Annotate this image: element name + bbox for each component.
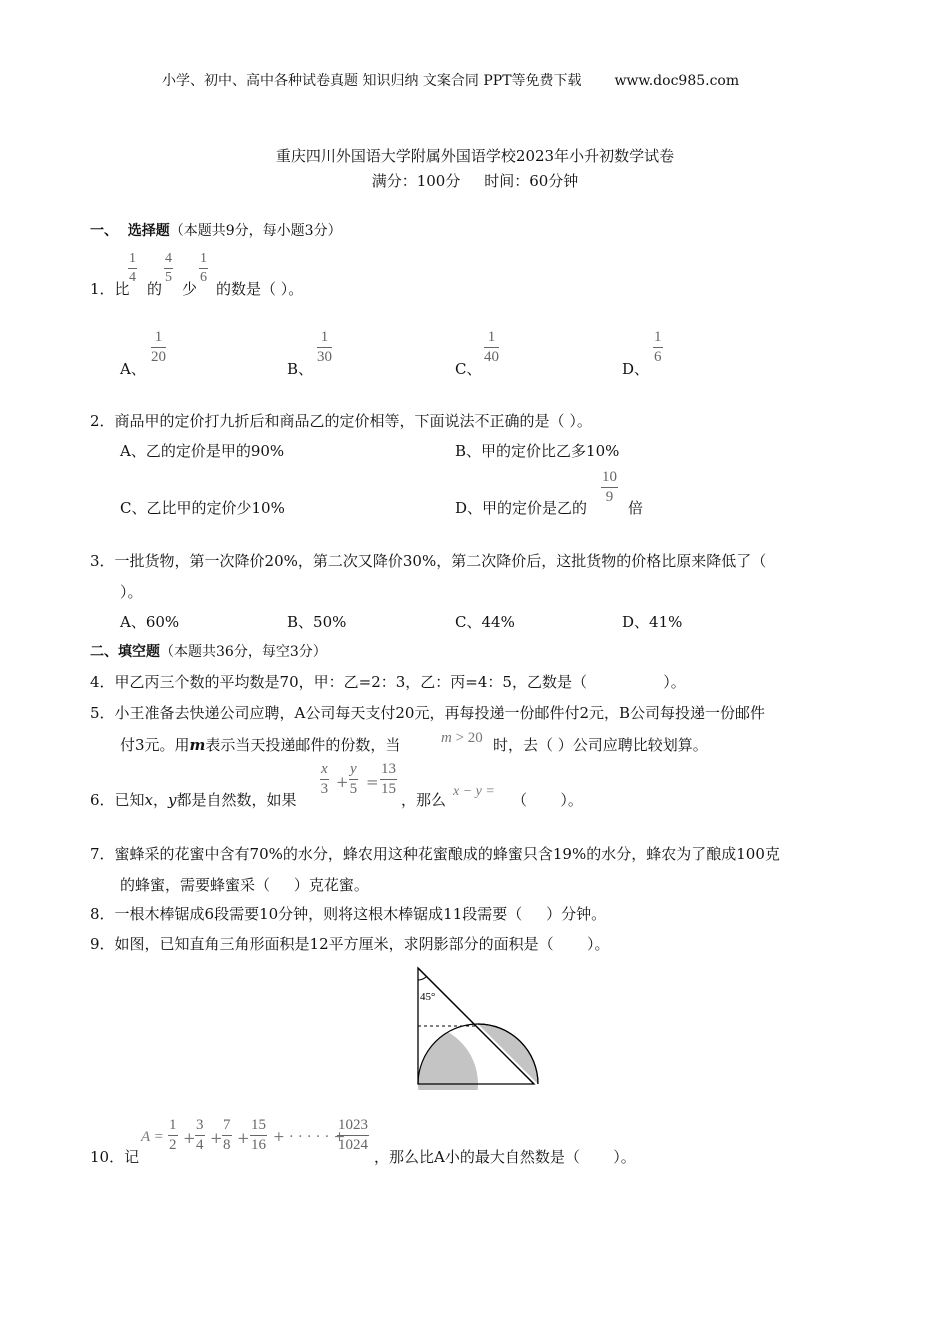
q9-angle-label: 45°	[420, 991, 436, 1003]
q10-lhs: A =	[141, 1129, 164, 1145]
q10-plus-3: +	[237, 1129, 250, 1147]
q10-term-3: $\frac{7}{8}$	[223, 1117, 231, 1153]
q6-plus: +	[336, 773, 349, 791]
q9-figure	[410, 964, 542, 1090]
q1-option-b-frac: $\frac{1}{30}$	[317, 329, 332, 365]
q2-option-d-frac: $\frac{10}{9}$	[602, 469, 617, 505]
q6-frac-x: $\frac{x}{3}$	[320, 761, 329, 797]
q10-term-4: $\frac{15}{16}$	[251, 1117, 266, 1153]
site-header-url[interactable]: www.doc985.com	[614, 73, 740, 89]
q2-option-a: A、乙的定价是甲的90%	[120, 442, 285, 460]
q6-frac-result: $\frac{13}{15}$	[381, 761, 396, 797]
question-4: 4．甲乙丙三个数的平均数是70，甲：乙=2：3，乙：丙=4：5，乙数是（ ）。	[90, 673, 686, 691]
q3-option-a: A、60%	[120, 613, 180, 631]
q6-expression: x − y =	[453, 784, 495, 799]
q1-option-b-label: B、	[287, 360, 314, 378]
section-2-heading	[90, 641, 327, 661]
exam-meta: 满分：100分 时间：60分钟	[371, 172, 579, 190]
q1-option-a-frac: $\frac{1}{20}$	[151, 329, 166, 365]
q5-line-2: 付3元。用m表示当天投递邮件的份数，当	[120, 736, 401, 754]
q1-frac-2: $\frac{4}{5}$	[165, 251, 172, 285]
q10-term-2: $\frac{3}{4}$	[196, 1117, 204, 1153]
q7-line-1: 7．蜜蜂采的花蜜中含有70%的水分，蜂农用这种花蜜酿成的蜂蜜只含19%的水分，蜂农为了酿成100克	[90, 845, 780, 863]
question-8: 8．一根木棒锯成6段需要10分钟，则将这根木棒锯成11段需要（ ）分钟。	[90, 905, 607, 923]
page-title: 重庆四川外国语大学附属外国语学校2023年小升初数学试卷	[275, 147, 675, 165]
site-header	[162, 70, 739, 90]
q1-text-3: 的数是（ ）。	[216, 280, 304, 298]
q10-term-last: $\frac{1023}{1024}$	[338, 1117, 368, 1153]
q10-plus-2: +	[210, 1129, 223, 1147]
q1-option-d-frac: $\frac{1}{6}$	[654, 329, 662, 365]
q1-num: 1．比	[90, 280, 130, 298]
q2-option-d: D、甲的定价是乙的	[455, 499, 588, 517]
q6-prefix: 6．已知x，y都是自然数，如果	[90, 791, 297, 809]
q10-num: 10．记	[90, 1148, 140, 1166]
q1-text-1: 的	[147, 280, 163, 298]
q3-stem-line-2: ）。	[120, 583, 143, 601]
q10-term-1: $\frac{1}{2}$	[169, 1117, 177, 1153]
question-9: 9．如图，已知直角三角形面积是12平方厘米，求阴影部分的面积是（ ）。	[90, 935, 610, 953]
section-1-heading	[90, 220, 342, 240]
section-1-title: 一、 选择题	[90, 223, 170, 239]
q1-option-a-label: A、	[120, 360, 146, 378]
q1-frac-3: $\frac{1}{6}$	[200, 251, 207, 285]
q9-shaded-segment	[478, 1024, 538, 1084]
q5-line-2-end: 时，去（ ）公司应聘比较划算。	[493, 736, 708, 754]
q10-ellipsis: + · · · · · +	[273, 1129, 346, 1145]
q6-then: ，那么	[401, 791, 447, 809]
site-header-text: 小学、初中、高中各种试卷真题 知识归纳 文案合同 PPT等免费下载	[162, 73, 582, 89]
q3-option-d: D、41%	[622, 613, 683, 631]
q5-line-1: 5．小王准备去快递公司应聘，A公司每天支付20元，再每投递一份邮件付2元，B公司每投递一份邮件	[90, 704, 766, 722]
q3-option-c: C、44%	[455, 613, 515, 631]
q6-equals: =	[366, 773, 379, 791]
q1-option-c-label: C、	[455, 360, 482, 378]
q3-stem-line-1: 3．一批货物，第一次降价20%，第二次又降价30%，第二次降价后，这批货物的价格比原来降低了（	[90, 552, 767, 570]
q2-option-b: B、甲的定价比乙多10%	[455, 442, 620, 460]
q10-plus-1: +	[183, 1129, 196, 1147]
q1-option-d-label: D、	[622, 360, 650, 378]
section-2-title: 二、填空题	[90, 644, 160, 660]
q2-stem: 2．商品甲的定价打九折后和商品乙的定价相等，下面说法不正确的是（ ）。	[90, 412, 592, 430]
section-1-note: （本题共9分，每小题3分）	[169, 223, 342, 239]
q6-blank: （ ）。	[512, 791, 583, 809]
q3-option-b: B、50%	[287, 613, 347, 631]
section-2-note: （本题共36分，每空3分）	[160, 644, 327, 660]
q6-frac-y: $\frac{y}{5}$	[349, 761, 358, 797]
q10-suffix: ，那么比A小的最大自然数是（ ）。	[374, 1148, 636, 1166]
q7-line-2: 的蜂蜜，需要蜂蜜采（ ）克花蜜。	[120, 876, 369, 894]
q2-option-d-suffix: 倍	[628, 499, 644, 517]
q1-text-2: 少	[182, 280, 198, 298]
q5-condition: m > 20	[441, 730, 483, 746]
q1-frac-1: $\frac{1}{4}$	[129, 251, 136, 285]
q1-option-c-frac: $\frac{1}{40}$	[484, 329, 499, 365]
q2-option-c: C、乙比甲的定价少10%	[120, 499, 285, 517]
